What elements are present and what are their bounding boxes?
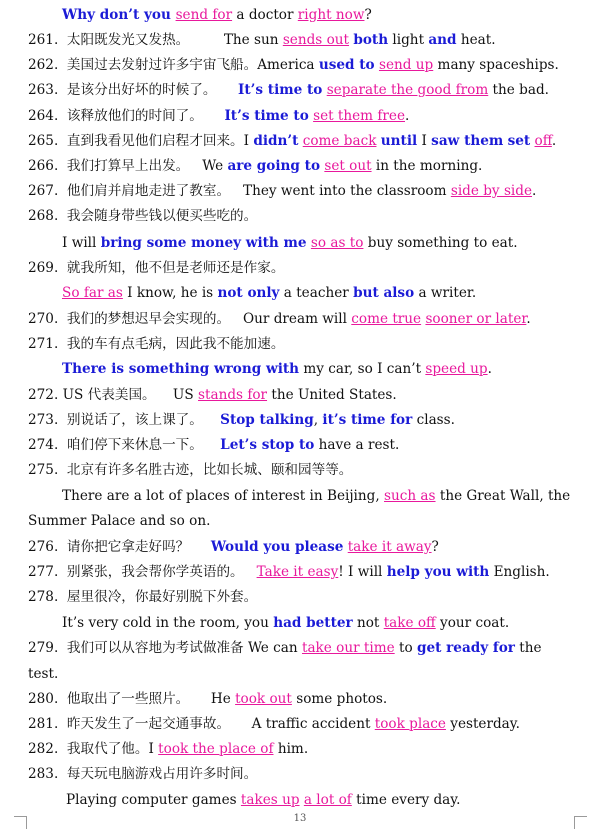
underlined-phrase: off — [534, 133, 552, 149]
text-line — [28, 182, 590, 200]
underlined-phrase: took out — [235, 691, 292, 707]
text-segment: 261. 太阳既发光又发热。 The sun — [28, 32, 283, 48]
text-line — [28, 563, 590, 581]
text-line — [62, 6, 590, 24]
text-segment: the — [514, 640, 542, 656]
text-line — [66, 791, 590, 809]
text-segment: test. — [28, 666, 59, 682]
underlined-phrase: stands for — [198, 387, 268, 403]
text-segment: light — [388, 32, 429, 48]
underlined-phrase: side by side — [450, 183, 533, 199]
text-line — [62, 284, 590, 302]
underlined-phrase: take our time — [301, 640, 395, 656]
text-segment: 271. 我的车有点毛病，因此我不能加速。 — [28, 336, 285, 352]
underlined-phrase: sooner or later — [425, 311, 527, 327]
text-segment: ? — [431, 539, 439, 555]
text-segment: 283. 每天玩电脑游戏占用许多时间。 — [28, 766, 258, 782]
text-segment: 265. 直到我看见他们启程才回来。I — [28, 133, 254, 149]
bold-phrase: both — [353, 32, 389, 48]
text-segment: yesterday. — [445, 716, 520, 732]
text-line — [28, 81, 590, 99]
text-segment: the bad. — [488, 82, 549, 98]
underlined-phrase: set them free — [313, 108, 405, 124]
text-segment: I will — [62, 235, 101, 251]
text-segment: ? — [364, 7, 372, 23]
text-line — [28, 765, 590, 783]
underlined-phrase: separate the good from — [326, 82, 489, 98]
bold-phrase: not only — [217, 285, 280, 301]
text-segment: him. — [273, 741, 309, 757]
text-segment: , — [313, 412, 323, 428]
text-segment: There are a lot of places of interest in Beijing, — [62, 488, 385, 504]
text-line — [28, 588, 590, 606]
text-segment: 275. 北京有许多名胜古迹，比如长城、颐和园等等。 — [28, 462, 353, 478]
text-segment: buy something to eat. — [363, 235, 518, 251]
bold-phrase: Why don’t you — [62, 7, 176, 23]
text-segment: 281. 昨天发生了一起交通事故。 A traffic accident — [28, 716, 375, 732]
underlined-phrase: take off — [383, 615, 436, 631]
text-segment: many spaceships. — [433, 57, 559, 73]
underlined-phrase: took place — [374, 716, 446, 732]
text-line — [62, 487, 590, 505]
bold-phrase: it’s time for — [322, 412, 413, 428]
bold-phrase: get ready for — [416, 640, 515, 656]
bold-phrase: help you with — [386, 564, 490, 580]
text-segment: in the morning. — [371, 158, 483, 174]
text-segment: 274. 咱们停下来休息一下。 — [28, 437, 221, 453]
text-segment: . — [526, 311, 531, 327]
text-line — [28, 512, 590, 530]
bold-phrase: set — [507, 133, 531, 149]
text-segment: ! I will — [338, 564, 387, 580]
text-segment: 276. 请你把它拿走好吗？ — [28, 539, 211, 555]
text-line — [62, 360, 590, 378]
underlined-phrase: Take it easy — [256, 564, 339, 580]
text-segment: English. — [489, 564, 550, 580]
underlined-phrase: takes up — [240, 792, 300, 808]
text-segment: 278. 屋里很冷，你最好别脱下外套。 — [28, 589, 258, 605]
text-segment: 272. US 代表美国。 US — [28, 387, 199, 403]
bold-phrase: It’s time to — [238, 82, 323, 98]
text-segment: a writer. — [414, 285, 477, 301]
text-segment: I — [417, 133, 432, 149]
underlined-phrase: sends out — [282, 32, 350, 48]
text-line — [28, 310, 590, 328]
text-line — [28, 639, 590, 657]
text-segment: a teacher — [279, 285, 354, 301]
text-segment: time every day. — [351, 792, 461, 808]
underlined-phrase: take it away — [347, 539, 432, 555]
text-segment: 269. 就我所知，他不但是老师还是作家。 — [28, 260, 285, 276]
text-line — [28, 259, 590, 277]
text-segment: 266. 我们打算早上出发。 We — [28, 158, 228, 174]
text-segment: . — [487, 361, 492, 377]
text-line — [28, 690, 590, 708]
text-segment: a doctor — [232, 7, 298, 23]
underlined-phrase: such as — [384, 488, 436, 504]
bold-phrase: Would you please — [210, 539, 344, 555]
text-line — [28, 56, 590, 74]
text-segment: heat. — [456, 32, 496, 48]
bold-phrase: didn’t — [253, 133, 299, 149]
underlined-phrase: right now — [297, 7, 365, 23]
text-line — [62, 614, 590, 632]
bold-phrase: had better — [273, 615, 353, 631]
text-line — [28, 31, 590, 49]
text-line — [28, 157, 590, 175]
text-segment: . — [405, 108, 410, 124]
text-segment: 282. 我取代了他。I — [28, 741, 159, 757]
underlined-phrase: come back — [302, 133, 377, 149]
bold-phrase: used to — [318, 57, 375, 73]
text-segment: to — [394, 640, 417, 656]
bold-phrase: There is something wrong with — [62, 361, 300, 377]
text-segment: not — [352, 615, 384, 631]
text-line — [28, 665, 590, 683]
underlined-phrase: took the place of — [158, 741, 274, 757]
text-segment: 268. 我会随身带些钱以便买些吃的。 — [28, 208, 258, 224]
text-segment: 279. 我们可以从容地为考试做准备 We can — [28, 640, 302, 656]
page-number: 13 — [293, 813, 307, 824]
text-line — [62, 234, 590, 252]
text-segment: . — [532, 183, 537, 199]
bold-phrase: until — [380, 133, 418, 149]
underlined-phrase: set out — [324, 158, 372, 174]
text-segment: 264. 该释放他们的时间了。 — [28, 108, 225, 124]
text-line — [28, 207, 590, 225]
text-line — [28, 461, 590, 479]
text-segment: 280. 他取出了一些照片。 He — [28, 691, 236, 707]
text-segment: Playing computer games — [66, 792, 241, 808]
bold-phrase: and — [428, 32, 457, 48]
text-line — [28, 386, 590, 404]
text-segment: the Great Wall, the — [435, 488, 571, 504]
underlined-phrase: so as to — [310, 235, 364, 251]
text-line — [28, 436, 590, 454]
bold-phrase: but also — [353, 285, 415, 301]
bold-phrase: Stop talking — [220, 412, 314, 428]
text-segment: 270. 我们的梦想迟早会实现的。 Our dream will — [28, 311, 352, 327]
text-segment: 263. 是该分出好坏的时候了。 — [28, 82, 239, 98]
text-segment: 273. 别说话了，该上课了。 — [28, 412, 221, 428]
text-line — [28, 411, 590, 429]
underlined-phrase: send for — [175, 7, 233, 23]
bold-phrase: bring some money with me — [100, 235, 307, 251]
bold-phrase: It’s time to — [224, 108, 309, 124]
text-segment: your coat. — [435, 615, 510, 631]
underlined-phrase: a lot of — [303, 792, 352, 808]
underlined-phrase: send up — [378, 57, 434, 73]
underlined-phrase: So far as — [62, 285, 123, 301]
text-line — [28, 107, 590, 125]
text-line — [28, 335, 590, 353]
text-line — [28, 132, 590, 150]
text-segment: some photos. — [291, 691, 388, 707]
text-segment: 277. 别紧张，我会帮你学英语的。 — [28, 564, 257, 580]
text-segment: Summer Palace and so on. — [28, 513, 211, 529]
bold-phrase: are going to — [227, 158, 321, 174]
text-line — [28, 715, 590, 733]
text-segment: 267. 他们肩并肩地走进了教室。 They went into the classroom — [28, 183, 451, 199]
text-segment: 262. 美国过去发射过许多宇宙飞船。America — [28, 57, 319, 73]
text-segment: . — [551, 133, 557, 149]
bold-phrase: saw them — [431, 133, 504, 149]
text-segment: have a rest. — [314, 437, 400, 453]
underlined-phrase: come true — [351, 311, 422, 327]
text-line — [28, 538, 590, 556]
bold-phrase: Let’s stop to — [220, 437, 315, 453]
text-segment: class. — [412, 412, 455, 428]
text-segment: It’s very cold in the room, you — [62, 615, 274, 631]
text-segment: I know, he is — [122, 285, 218, 301]
text-segment: the United States. — [267, 387, 397, 403]
text-segment: my car, so I can’t — [299, 361, 426, 377]
text-line — [28, 740, 590, 758]
underlined-phrase: speed up — [425, 361, 488, 377]
